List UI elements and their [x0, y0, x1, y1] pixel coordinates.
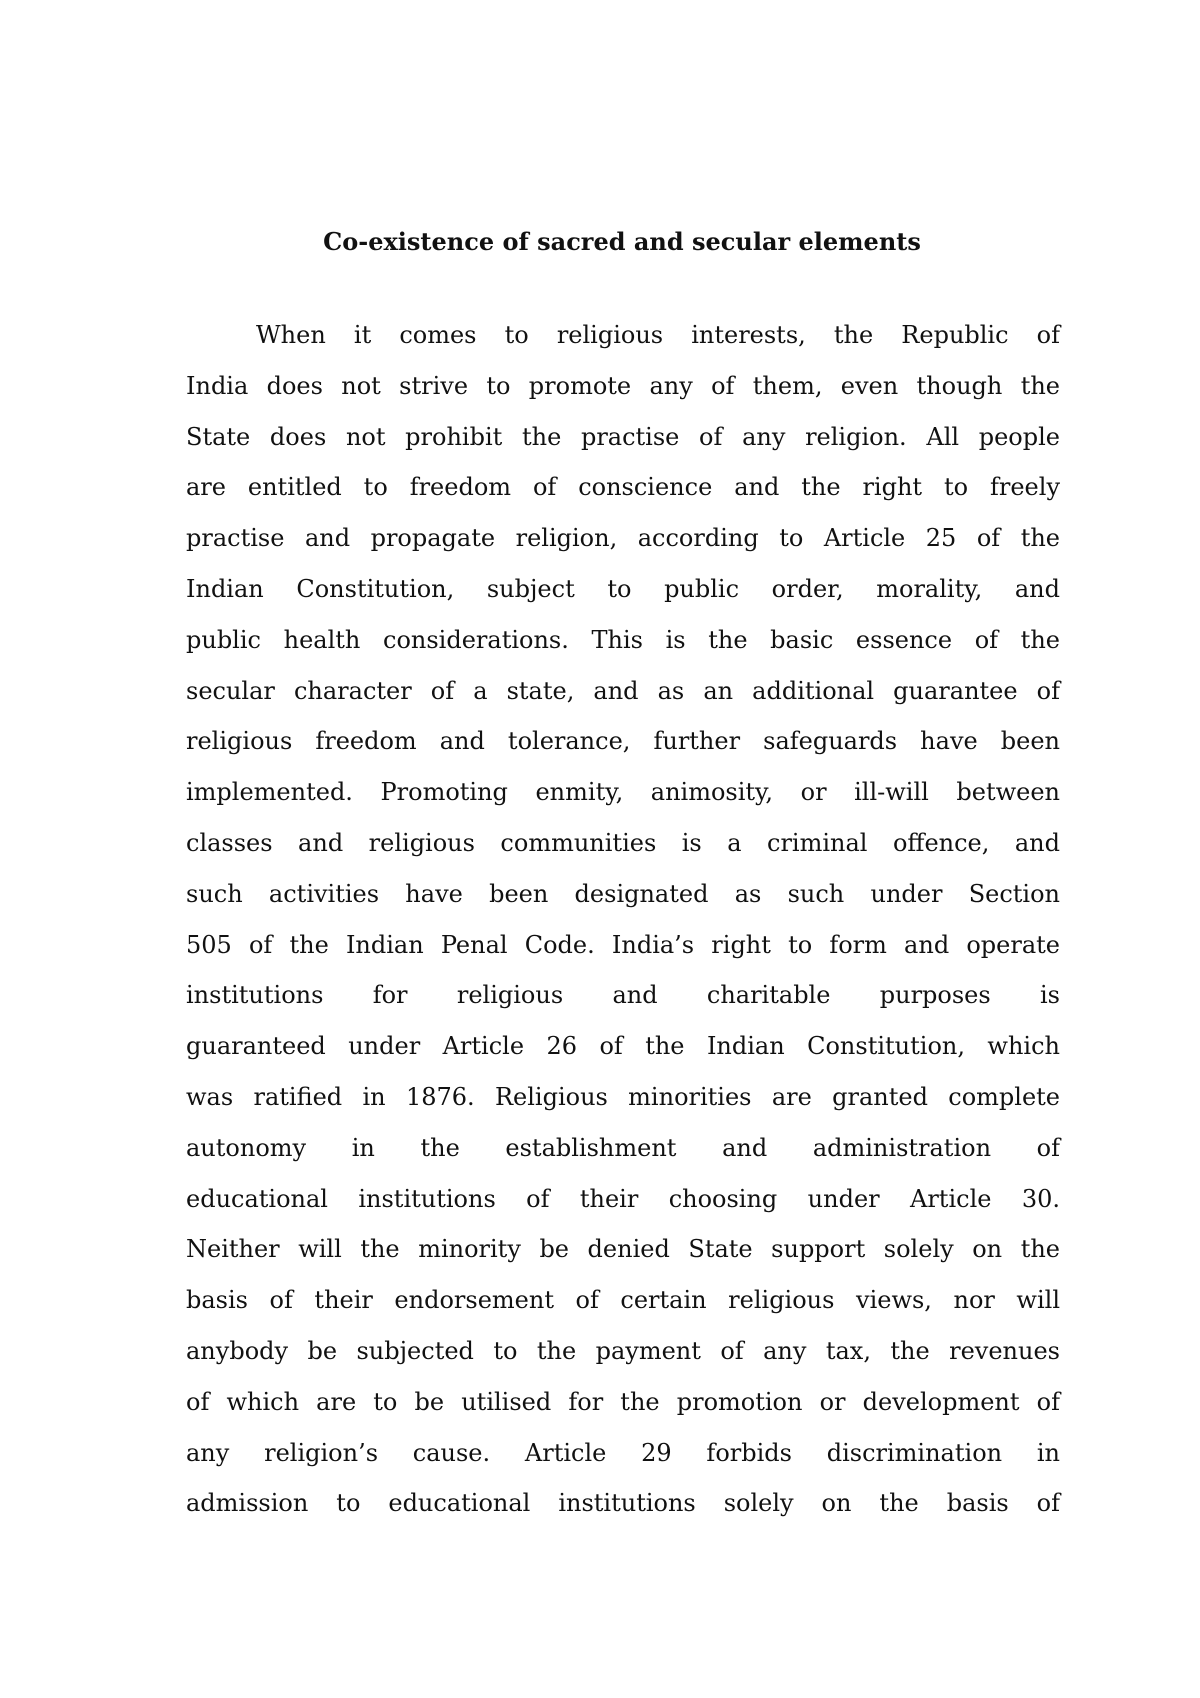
paragraph-line: Neither will the minority be denied State support solely on the — [186, 1235, 1060, 1264]
paragraph-line: such activities have been designated as such under Section — [186, 879, 1060, 908]
paragraph-line: implemented. Promoting enmity, animosity, or ill-will between — [186, 778, 1060, 807]
paragraph-line: classes and religious communities is a criminal offence, and — [186, 828, 1060, 857]
paragraph-line: secular character of a state, and as an additional guarantee of — [186, 676, 1060, 705]
paragraph-line: was ratified in 1876. Religious minorities are granted complete — [186, 1082, 1060, 1111]
paragraph-line: religious freedom and tolerance, further safeguards have been — [186, 727, 1060, 756]
paragraph-line: When it comes to religious interests, the Republic of — [256, 321, 1060, 349]
paragraph-line: guaranteed under Article 26 of the Indian Constitution, which — [186, 1032, 1060, 1061]
paragraph-line: basis of their endorsement of certain religious views, nor will — [186, 1286, 1060, 1315]
paragraph-line: autonomy in the establishment and administration of — [186, 1133, 1060, 1162]
paragraph-line: practise and propagate religion, according to Article 25 of the — [186, 524, 1060, 553]
page-title: Co-existence of sacred and secular elements — [323, 227, 921, 256]
paragraph-line: any religion’s cause. Article 29 forbids discrimination in — [186, 1438, 1060, 1467]
paragraph-line: public health considerations. This is the basic essence of the — [186, 625, 1060, 654]
paragraph-line: India does not strive to promote any of them, even though the — [186, 371, 1060, 400]
paragraph-line: anybody be subjected to the payment of any tax, the revenues — [186, 1336, 1060, 1365]
body-paragraph — [186, 310, 1060, 1529]
paragraph-line: Indian Constitution, subject to public order, morality, and — [186, 574, 1060, 603]
paragraph-line: 505 of the Indian Penal Code. India’s right to form and operate — [186, 930, 1060, 959]
paragraph-line: are entitled to freedom of conscience and the right to freely — [186, 473, 1060, 502]
paragraph-line: admission to educational institutions solely on the basis of — [186, 1489, 1060, 1518]
paragraph-line: educational institutions of their choosing under Article 30. — [186, 1184, 1060, 1213]
paragraph-line: State does not prohibit the practise of any religion. All people — [186, 422, 1060, 451]
paragraph-line: institutions for religious and charitable purposes is — [186, 981, 1060, 1010]
paragraph-line: of which are to be utilised for the promotion or development of — [186, 1387, 1060, 1416]
